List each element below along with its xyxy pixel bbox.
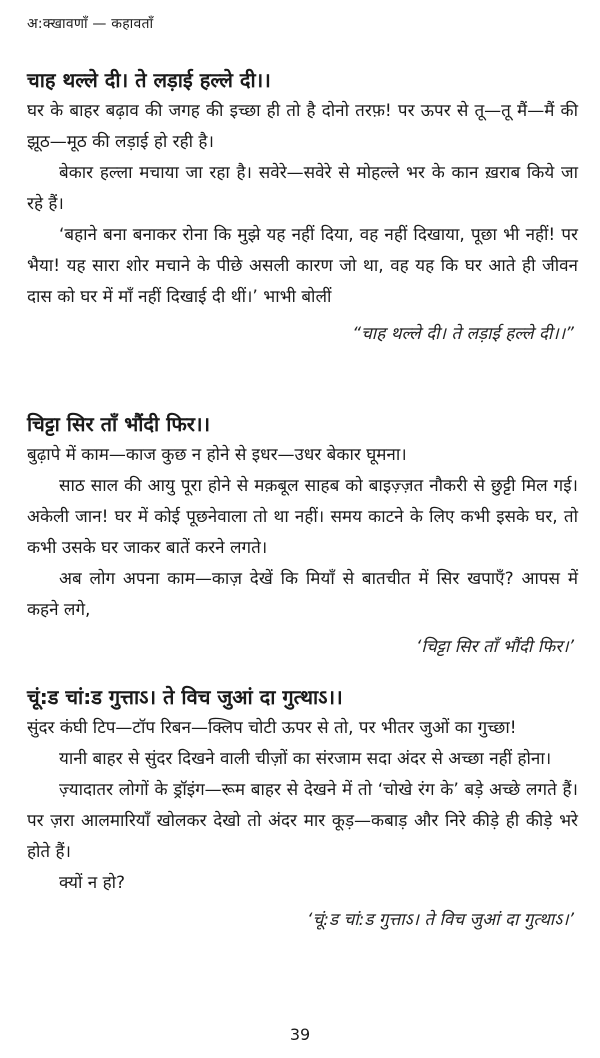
paragraph: यानी बाहर से सुंदर दिखने वाली चीज़ों का संरजाम सदा अंदर से अच्छा नहीं होना। <box>59 749 552 769</box>
proverb-section-1 <box>27 66 578 350</box>
paragraph: बुढ़ापे में काम—काज कुछ न होने से इधर—उधर बेकार घूमना। <box>27 445 407 465</box>
paragraph: सुंदर कंघी टिप—टॉप रिबन—क्लिप चोटी ऊपर से तो, पर भीतर जुओं का गुच्छा! <box>27 718 517 738</box>
paragraph: ज़्यादातर लोगों के ड्रॉइंग—रूम बाहर से देखने में तो ‘चोखे रंग के’ बड़े अच्छे लगते हैं। पर ज़रा आलमारियाँ खोलकर देखो तो अंदर मार कूड़—कबाड़ और निरे कीड़े ही कीड़े भरे होते हैं। <box>27 780 578 862</box>
paragraph: बेकार हल्ला मचाया जा रहा है। सवेरे—सवेरे से मोहल्ले भर के कान ख़राब किये जा रहे हैं। <box>27 163 578 214</box>
proverb-quote-2: ‘चिट्टा सिर ताँ भौंदी फिर।’ <box>416 637 574 657</box>
paragraph: साठ साल की आयु पूरा होने से मक़बूल साहब को बाइज़्ज़त नौकरी से छुट्टी मिल गई। अकेली जान! घर में कोई पूछनेवाला तो था नहीं। समय काटने के लिए कभी इसके घर, तो कभी उसके घर जाकर बातें करने लगते। <box>27 476 578 558</box>
running-header: अ:क्खावणाँ — कहावताँ <box>27 16 154 32</box>
proverb-quote-3: ‘चूं:ड चां:ड गुत्ताऽ। ते विच जुआं दा गुत्थाऽ।’ <box>307 910 574 930</box>
proverb-heading-1: चाह थल्ले दी। ते लड़ाई हल्ले दी।। <box>27 68 271 92</box>
proverb-quote-1: “चाह थल्ले दी। ते लड़ाई हल्ले दी।।” <box>352 324 574 344</box>
paragraph: क्यों न हो? <box>59 873 126 893</box>
proverb-heading-2: चिट्टा सिर ताँ भौंदी फिर।। <box>27 412 211 436</box>
proverb-heading-3: चूं:ड चां:ड गुत्ताऽ। ते विच जुआं दा गुत्थाऽ।। <box>27 685 343 709</box>
proverb-section-3 <box>27 683 578 936</box>
page-number: 39 <box>289 1025 311 1044</box>
paragraph: अब लोग अपना काम—काज़ देखें कि मियाँ से बातचीत में सिर खपाएँ? आपस में कहने लगे, <box>27 569 578 620</box>
paragraph: घर के बाहर बढ़ाव की जगह की इच्छा ही तो है दोनो तरफ़! पर ऊपर से तू—तू मैं—मैं की झूठ—मूठ की लड़ाई हो रही है। <box>27 101 578 152</box>
proverb-section-2 <box>27 410 578 663</box>
paragraph: ‘बहाने बना बनाकर रोना कि मुझे यह नहीं दिया, वह नहीं दिखाया, पूछा भी नहीं! पर भैया! यह सारा शोर मचाने के पीछे असली कारण जो था, वह यह कि घर आते ही जीवन दास को घर में माँ नहीं दिखाई दी थीं।’ भाभी बोलीं <box>27 225 578 307</box>
